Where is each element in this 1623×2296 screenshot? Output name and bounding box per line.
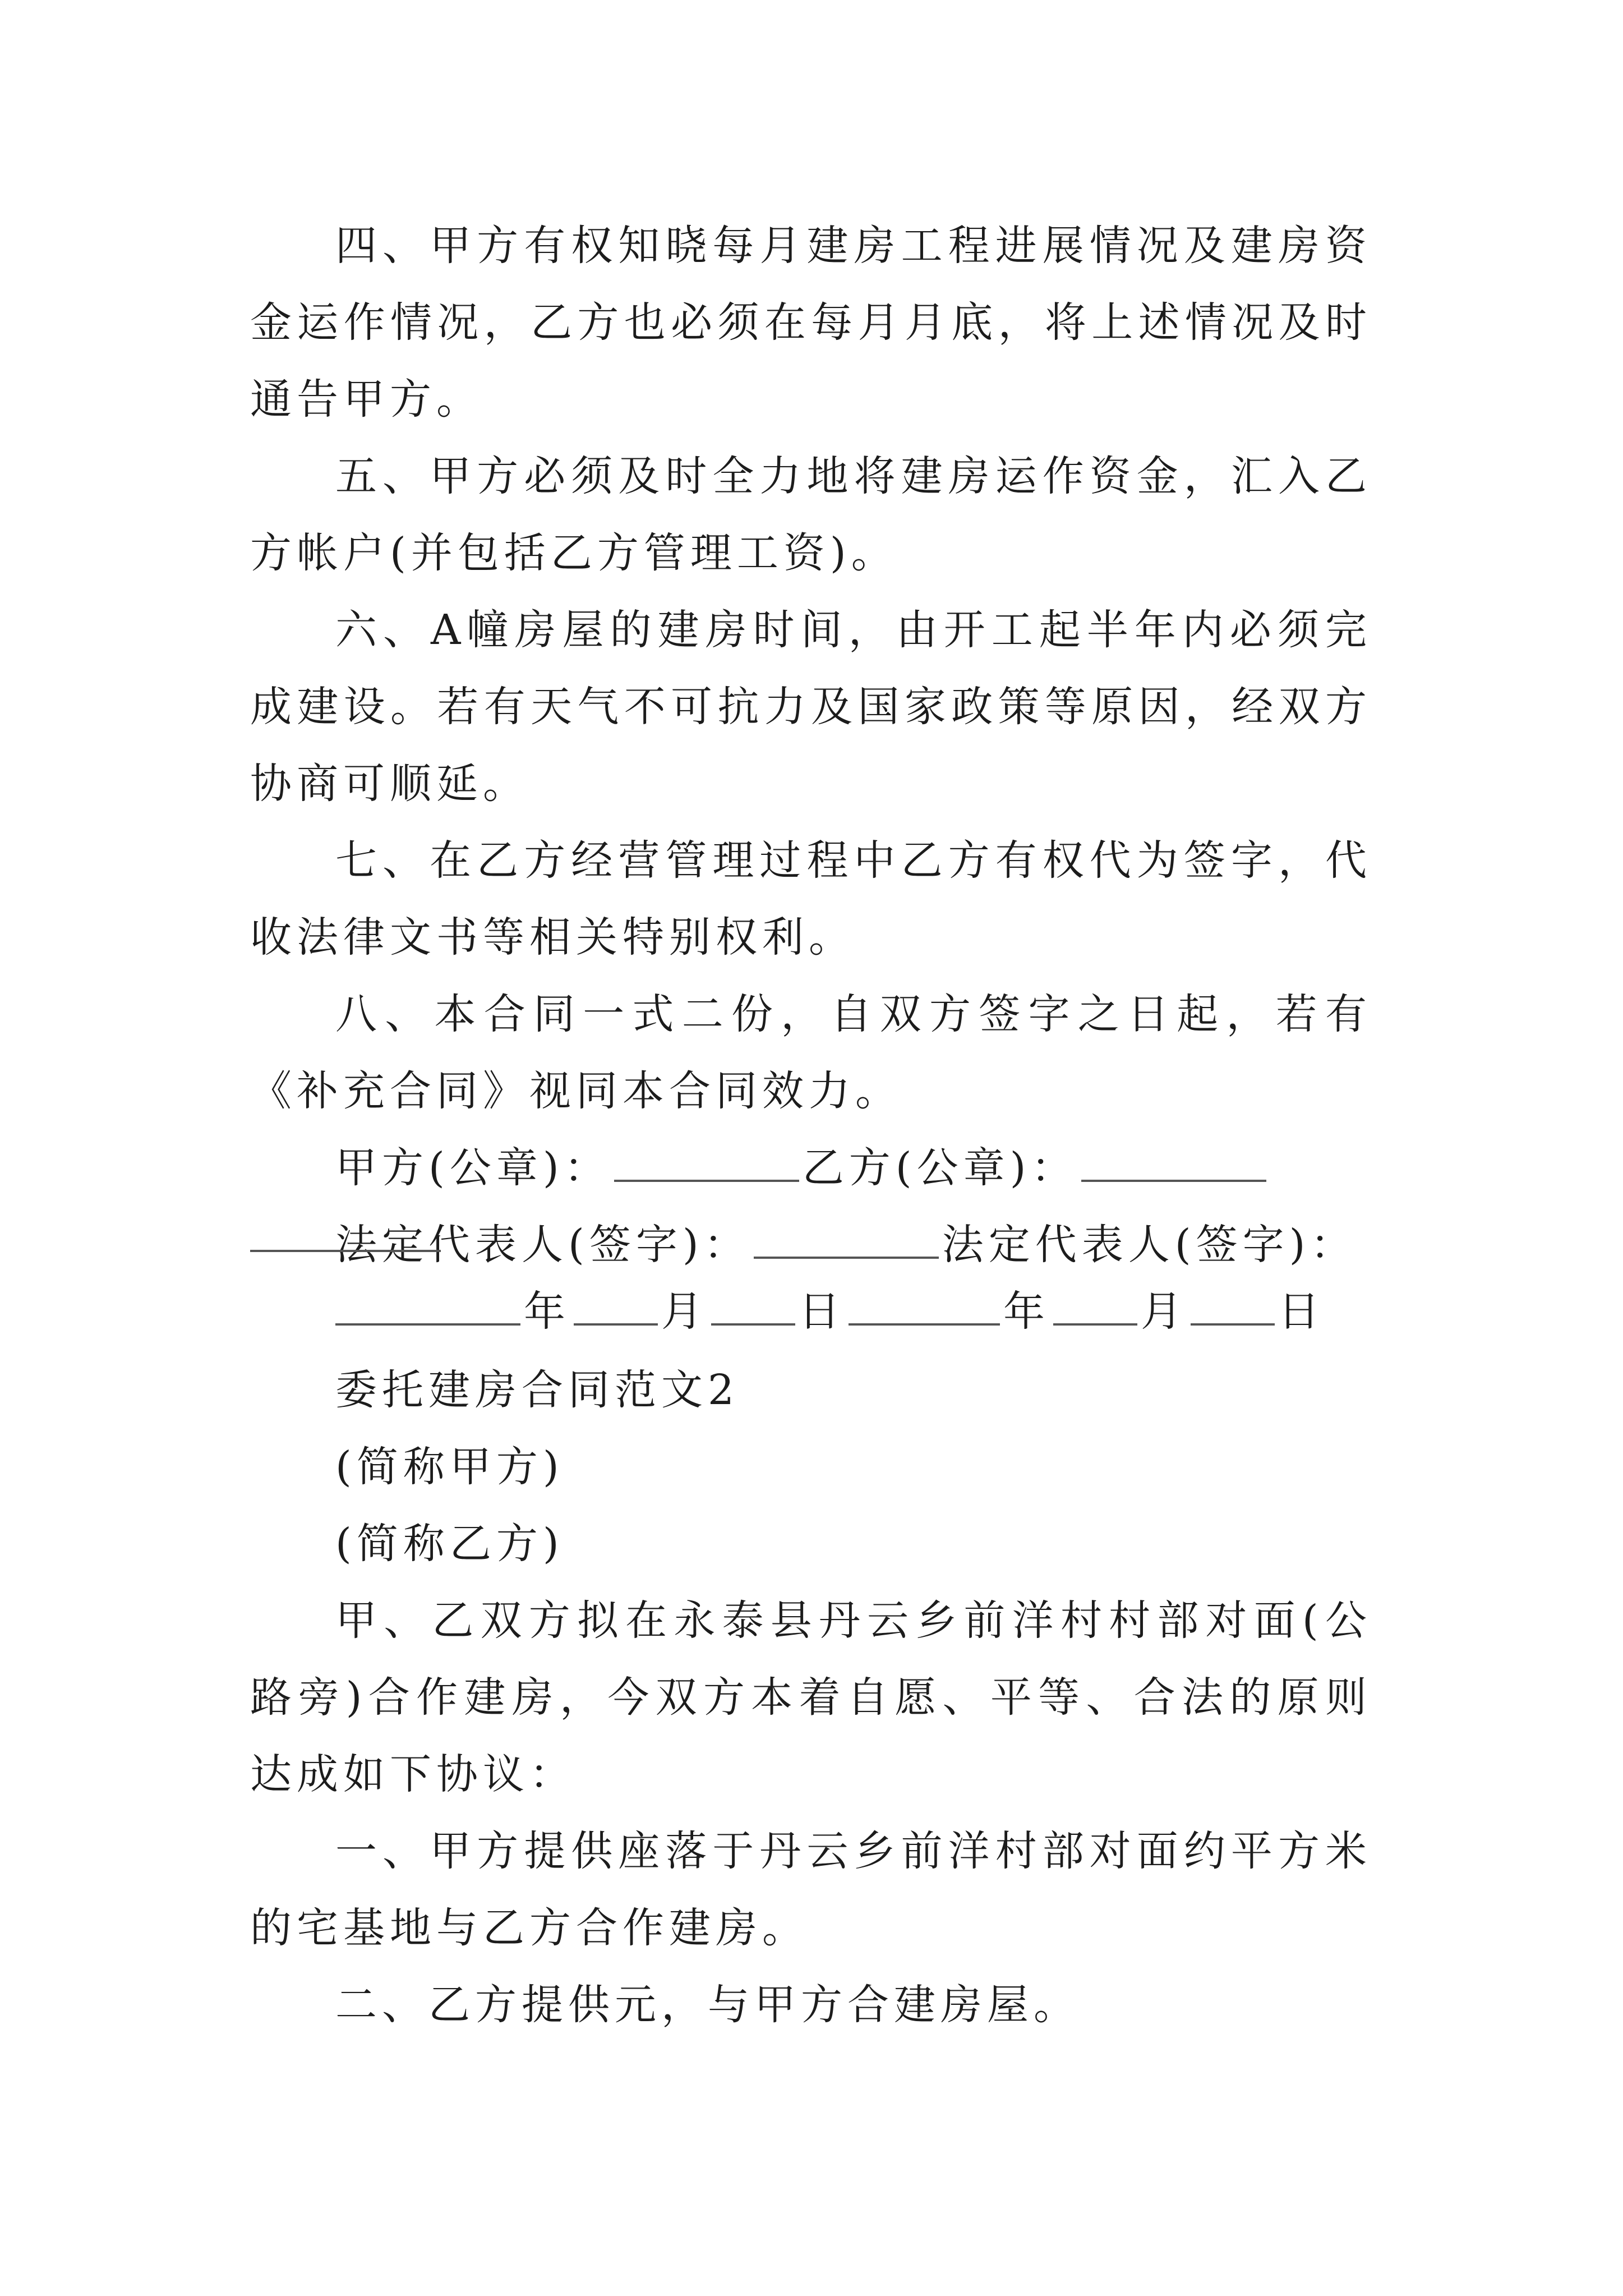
party-b-abbrev: (简称乙方) bbox=[335, 1520, 564, 1568]
clause-8: 八、本合同一式二份，自双方签字之日起，若有《补充合同》视同本合同效力。 bbox=[250, 990, 1372, 1115]
party-b-seal-blank bbox=[1081, 1143, 1266, 1182]
month-label-a: 月 bbox=[661, 1287, 708, 1336]
day-label-a: 日 bbox=[799, 1287, 845, 1336]
rep-a-blank bbox=[754, 1220, 939, 1259]
party-a-seal-label: 甲方(公章)： bbox=[335, 1144, 611, 1192]
year-blank-b bbox=[849, 1286, 1000, 1326]
date-line bbox=[335, 1273, 1325, 1350]
seal-line bbox=[250, 1130, 1372, 1207]
year-label-b: 年 bbox=[1003, 1287, 1050, 1336]
rep-b-blank bbox=[250, 1250, 441, 1252]
clause-5: 五、甲方必须及时全力地将建房运作资金，汇入乙方帐户(并包括乙方管理工资)。 bbox=[250, 452, 1372, 577]
month-blank-a bbox=[574, 1286, 658, 1326]
clause-4: 四、甲方有权知晓每月建房工程进展情况及建房资金运作情况，乙方也必须在每月月底，将上述情况及时通告甲方。 bbox=[250, 222, 1372, 424]
year-blank-a bbox=[335, 1286, 520, 1326]
second-clause-1: 一、甲方提供座落于丹云乡前洋村部对面约平方米的宅基地与乙方合作建房。 bbox=[250, 1827, 1372, 1952]
year-label-a: 年 bbox=[524, 1287, 570, 1336]
party-a-abbrev: (简称甲方) bbox=[335, 1443, 564, 1491]
day-blank-b bbox=[1191, 1286, 1275, 1326]
second-contract-title: 委托建房合同范文2 bbox=[335, 1366, 740, 1414]
representative-line bbox=[250, 1207, 1372, 1283]
second-contract bbox=[250, 1352, 1372, 2044]
month-blank-b bbox=[1053, 1286, 1137, 1326]
second-contract-intro: 甲、乙双方拟在永泰县丹云乡前洋村村部对面(公路旁)合作建房，今双方本着自愿、平等、合法的原则达成如下协议： bbox=[250, 1596, 1372, 1798]
month-label-b: 月 bbox=[1141, 1287, 1187, 1336]
day-blank-a bbox=[711, 1286, 795, 1326]
clause-6: 六、A幢房屋的建房时间，由开工起半年内必须完成建设。若有天气不可抗力及国家政策等原因，经双方协商可顺延。 bbox=[250, 606, 1372, 808]
rep-b-label: 法定代表人(签字)： bbox=[942, 1221, 1357, 1269]
party-b-seal-label: 乙方(公章)： bbox=[802, 1144, 1078, 1192]
rep-a-label: 法定代表人(签字)： bbox=[335, 1221, 750, 1269]
day-label-b: 日 bbox=[1278, 1287, 1325, 1336]
party-a-seal-blank bbox=[614, 1143, 799, 1182]
contract-body bbox=[250, 208, 1372, 1283]
second-clause-2: 二、乙方提供元，与甲方合建房屋。 bbox=[335, 1981, 1080, 2029]
clause-7: 七、在乙方经营管理过程中乙方有权代为签字，代收法律文书等相关特别权利。 bbox=[250, 836, 1372, 961]
